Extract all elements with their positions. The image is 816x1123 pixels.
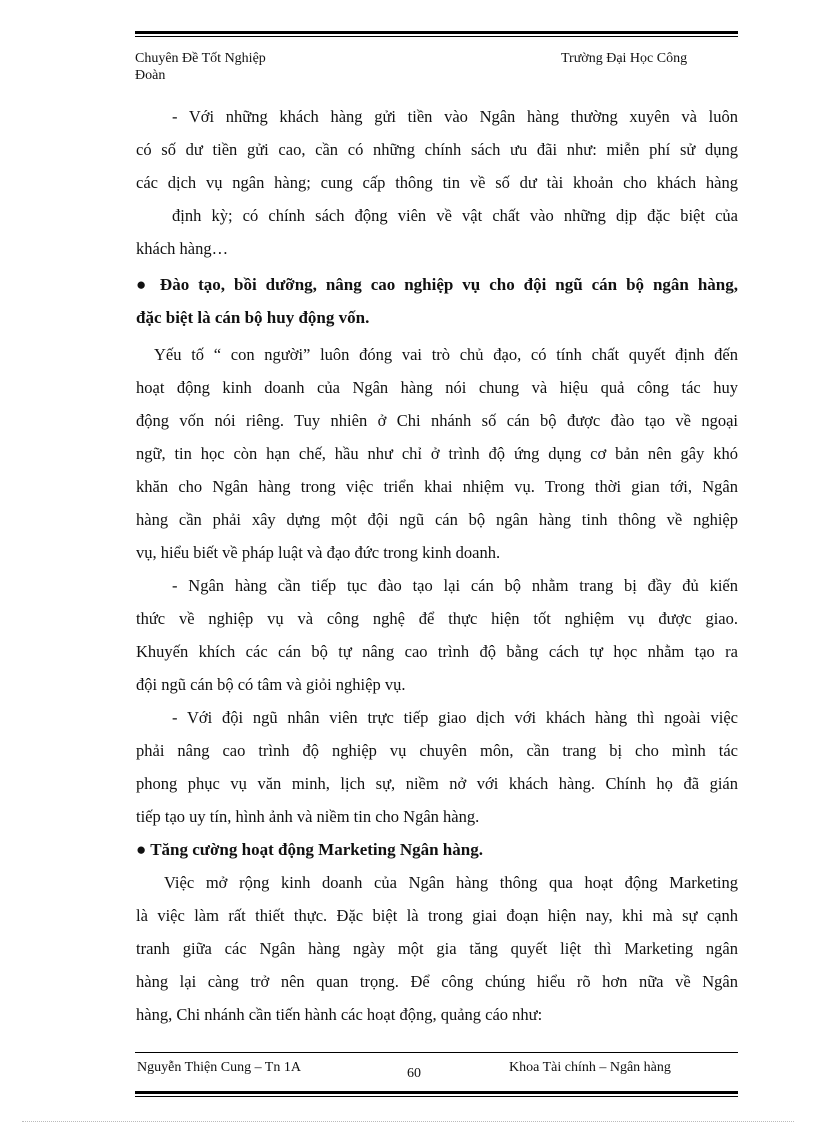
header-rule-top bbox=[135, 31, 738, 34]
text-line: hàng lại càng trở nên quan trọng. Để công chúng hiểu rõ hơn nữa về Ngân bbox=[136, 972, 738, 991]
paragraph-retraining bbox=[136, 569, 738, 701]
paragraph-marketing bbox=[136, 866, 738, 1031]
text-line: khách hàng… bbox=[136, 239, 229, 258]
paragraph-human-factor bbox=[136, 338, 738, 569]
page-edge-divider bbox=[22, 1121, 794, 1122]
text-line: các dịch vụ ngân hàng; cung cấp thông tin về số dư tài khoản cho khách hàng bbox=[136, 173, 738, 192]
header-left-line2: Đoàn bbox=[135, 68, 166, 83]
text-line: vụ, hiểu biết về pháp luật và đạo đức trong kinh doanh. bbox=[136, 543, 501, 562]
document-body bbox=[136, 100, 738, 1031]
heading-line: ● Đào tạo, bồi dưỡng, nâng cao nghiệp vụ cho đội ngũ cán bộ ngân hàng, bbox=[136, 275, 738, 294]
text-line: hàng, Chi nhánh cần tiến hành các hoạt động, quảng cáo như: bbox=[136, 1005, 543, 1024]
text-line: định kỳ; có chính sách động viên về vật chất vào những dịp đặc biệt của bbox=[172, 206, 738, 225]
text-line: có số dư tiền gửi cao, cần có những chính sách ưu đãi như: miễn phí sử dụng bbox=[136, 140, 738, 159]
header-left bbox=[135, 50, 266, 84]
text-line: ngữ, tin học còn hạn chế, hầu như chỉ ở trình độ ứng dụng cơ bản nên gây khó bbox=[136, 444, 738, 463]
text-line: - Với đội ngũ nhân viên trực tiếp giao dịch với khách hàng thì ngoài việc bbox=[172, 708, 738, 727]
text-line: - Với những khách hàng gửi tiền vào Ngân hàng thường xuyên và luôn bbox=[172, 107, 738, 126]
footer-rule-thick bbox=[135, 1091, 738, 1094]
page-number: 60 bbox=[407, 1066, 421, 1081]
footer-rule-top bbox=[135, 1052, 738, 1053]
header-right: Trường Đại Học Công bbox=[561, 51, 688, 66]
text-line: thức về nghiệp vụ và công nghệ để thực hiện tốt nghiệm vụ được giao. bbox=[136, 609, 738, 628]
text-line: khăn cho Ngân hàng trong việc triển khai nhiệm vụ. Trong thời gian tới, Ngân bbox=[136, 477, 738, 496]
footer-author: Nguyễn Thiện Cung – Tn 1A bbox=[137, 1060, 301, 1075]
heading-staff-training bbox=[136, 268, 738, 334]
header-left-line1: Chuyên Đề Tốt Nghiệp bbox=[135, 51, 266, 66]
text-line: là việc làm rất thiết thực. Đặc biệt là trong giai đoạn hiện nay, khi mà sự cạnh bbox=[136, 906, 738, 925]
text-line: Khuyến khích các cán bộ tự nâng cao trình độ bằng cách tự học nhằm tạo ra bbox=[136, 642, 738, 661]
paragraph-vip-customers bbox=[136, 100, 738, 265]
text-line: Yếu tố “ con người” luôn đóng vai trò chủ đạo, có tính chất quyết định đến bbox=[154, 345, 738, 364]
heading-line: đặc biệt là cán bộ huy động vốn. bbox=[136, 308, 370, 327]
text-line: tiếp tạo uy tín, hình ảnh và niềm tin cho Ngân hàng. bbox=[136, 807, 480, 826]
text-line: tranh giữa các Ngân hàng ngày một gia tăng quyết liệt thì Marketing ngân bbox=[136, 939, 738, 958]
text-line: phong phục vụ văn minh, lịch sự, niềm nở với khách hàng. Chính họ đã gián bbox=[136, 774, 738, 793]
text-line: hàng cần phải xây dựng một đội ngũ cán bộ ngân hàng tinh thông về nghiệp bbox=[136, 510, 738, 529]
text-line: Việc mở rộng kinh doanh của Ngân hàng thông qua hoạt động Marketing bbox=[164, 873, 738, 892]
paragraph-front-staff bbox=[136, 701, 738, 833]
text-line: động vốn nói riêng. Tuy nhiên ở Chi nhánh số cán bộ được đào tạo về ngoại bbox=[136, 411, 738, 430]
heading-line: ● Tăng cường hoạt động Marketing Ngân hàng. bbox=[136, 840, 483, 859]
header-rule-bottom bbox=[135, 36, 738, 37]
footer-faculty: Khoa Tài chính – Ngân hàng bbox=[509, 1060, 671, 1075]
footer-rule-thin bbox=[135, 1096, 738, 1097]
text-line: đội ngũ cán bộ có tâm và giỏi nghiệp vụ. bbox=[136, 675, 406, 694]
text-line: - Ngân hàng cần tiếp tục đào tạo lại cán bộ nhằm trang bị đầy đủ kiến bbox=[172, 576, 738, 595]
text-line: phải nâng cao trình độ nghiệp vụ chuyên môn, cần trang bị cho mình tác bbox=[136, 741, 738, 760]
text-line: hoạt động kinh doanh của Ngân hàng nói chung và hiệu quả công tác huy bbox=[136, 378, 738, 397]
heading-marketing bbox=[136, 833, 738, 866]
